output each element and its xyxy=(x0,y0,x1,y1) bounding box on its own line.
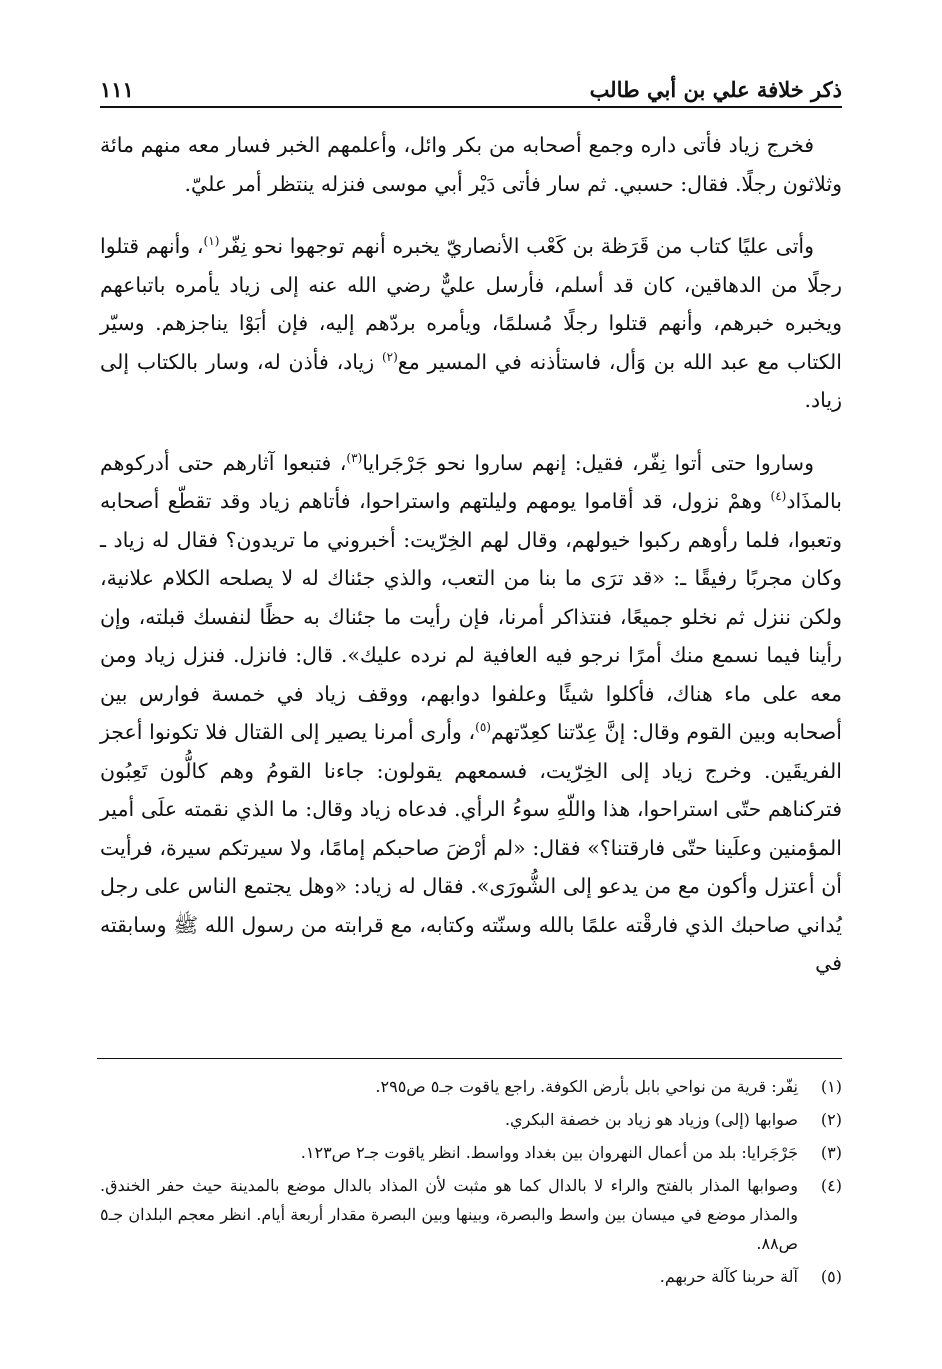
footnote-number: (٣) xyxy=(820,1143,842,1162)
main-text xyxy=(100,126,842,1007)
footnote-rule xyxy=(97,1058,842,1059)
footnote-ref: (٣) xyxy=(346,450,363,465)
footnote xyxy=(100,1171,842,1258)
footnote-text: صوابها (إلى) وزياد هو زياد بن خصفة البكري. xyxy=(504,1110,798,1129)
footnote-text: آلة حربنا كآلة حربهم. xyxy=(659,1267,798,1286)
footnote-number: (١) xyxy=(820,1077,842,1096)
running-header xyxy=(100,74,842,102)
paragraph xyxy=(100,126,842,203)
footnote-ref: (٢) xyxy=(381,349,398,364)
running-title: ذكر خلافة علي بن أبي طالب xyxy=(589,77,842,102)
paragraph-text: زياد، فأذن له، وسار بالكتاب إلى زياد. xyxy=(100,349,842,412)
paragraph xyxy=(100,227,842,420)
footnote xyxy=(100,1138,842,1167)
footnote-ref: (٤) xyxy=(770,489,787,504)
paragraph-text: ، وأرى أمرنا يصير إلى القتال فلا تكونوا أعجز الفريقَين. وخرج زياد إلى الخِرّيت، فسمعهم يقولون: جاءنا القومُ وهم كالُّون تَعِبُون فتركناهم حتّى استراحوا، هذا واللّهِ سوءُ الرأي. فدعاه زياد وقال: ما الذي نقمته علَى أمير المؤمنين وعلَينا حتّى فارقتنا؟» فقال: «لم أرْضَ صاحبكم إمامًا، ولا سيرتكم سيرة، فرأيت أن أعتزل وأكون مع من يدعو إلى الشُّورَى». فقال له زياد: «وهل يجتمع الناس على رجل يُداني صاحبك الذي فارقْته علمًا بالله وسنّته وكتابه، مع قرابته من رسول الله ﷺ وسابقته في xyxy=(100,720,842,975)
paragraph-text: ، وأنهم قتلوا رجلًا من الدهاقين، كان قد أسلم، فأرسل عليٌّ رضي الله عنه إلى زياد يأمره باتباعهم ويخبره خبرهم، وأنهم قتلوا رجلًا مُسلمًا، ويأمره بردّهم إليه، فإن أبَوْا يناجزهم. وسيّر الكتاب مع عبد الله بن وَأل، فاستأذنه في المسير مع xyxy=(100,234,843,374)
footnotes xyxy=(100,1072,842,1295)
paragraph-text: وساروا حتى أتوا نِفّر، فقيل: إنهم ساروا نحو جَرْجَرايا xyxy=(362,450,814,475)
paragraph-text: وأتى عليًا كتاب من قَرَظة بن كَعْب الأنصاريّ يخبره أنهم توجهوا نحو نِفّر xyxy=(219,234,814,258)
footnote-number: (٢) xyxy=(820,1110,842,1129)
footnote-number: (٤) xyxy=(820,1176,842,1195)
footnote-text: وصوابها المذار بالفتح والراء لا بالدال كما هو مثبت لأن المذاد بالدال موضع بالمدينة حيث حفر الخندق. والمذار موضع في ميسان بين واسط والبصرة، وبينها وبين البصرة مقدار أربعة أيام. انظر معجم البلدان جـ٥ ص٨٨. xyxy=(100,1176,798,1253)
paragraph xyxy=(100,444,842,983)
footnote-text: جَرْجَرايا: بلد من أعمال النهروان بين بغداد وواسط. انظر ياقوت جـ٢ ص١٢٣. xyxy=(300,1143,798,1162)
footnote-text: نِفّر: قرية من نواحي بابل بأرض الكوفة. راجع ياقوت جـ٥ ص٢٩٥. xyxy=(375,1077,798,1096)
footnote xyxy=(100,1105,842,1134)
footnote xyxy=(100,1072,842,1101)
footnote-number: (٥) xyxy=(820,1267,842,1286)
page-number: ١١١ xyxy=(100,77,134,102)
footnote-ref: (١) xyxy=(203,234,220,249)
paragraph-text: فخرج زياد فأتى داره وجمع أصحابه من بكر وائل، وأعلمهم الخبر فسار معه منهم مائة وثلاثون رجلًا. فقال: حسبي. ثم سار فأتى دَيْر أبي موسى فنزله ينتظر أمر عليّ. xyxy=(100,133,842,196)
paragraph-text: وهمْ نزول، قد أقاموا يومهم وليلتهم واستراحوا، فأتاهم زياد وقد تقطّع أصحابه وتعبوا، فلما رأوهم ركبوا خيولهم، وقال لهم الخِرّيت: أخبروني ما تريدون؟ فقال له زياد ـ وكان مجربًا رفيقًا ـ: «قد ترَى ما بنا من التعب، والذي جئناك له لا يصلحه الكلام علانية، ولكن ننزل ثم نخلو جميعًا، فنتذاكر أمرنا، فإن رأيت ما جئناك به حظًا لنفسك قبلته، وإن رأينا فيما نسمع منك أمرًا نرجو فيه العافية لم نرده عليك». قال: فانزل. فنزل زياد ومن معه على ماء هناك، فأكلوا شيئًا وعلفوا دوابهم، ووقف زياد في خمسة فوارس بين أصحابه وبين القوم وقال: إنَّ عِدّتنا كعِدّتهم xyxy=(100,489,842,744)
header-rule xyxy=(100,106,842,108)
paragraph-text: ، فتبعوا آثارهم حتى أدركوهم بالمذَاد xyxy=(100,450,842,513)
footnote xyxy=(100,1262,842,1291)
footnote-ref: (٥) xyxy=(475,720,491,735)
